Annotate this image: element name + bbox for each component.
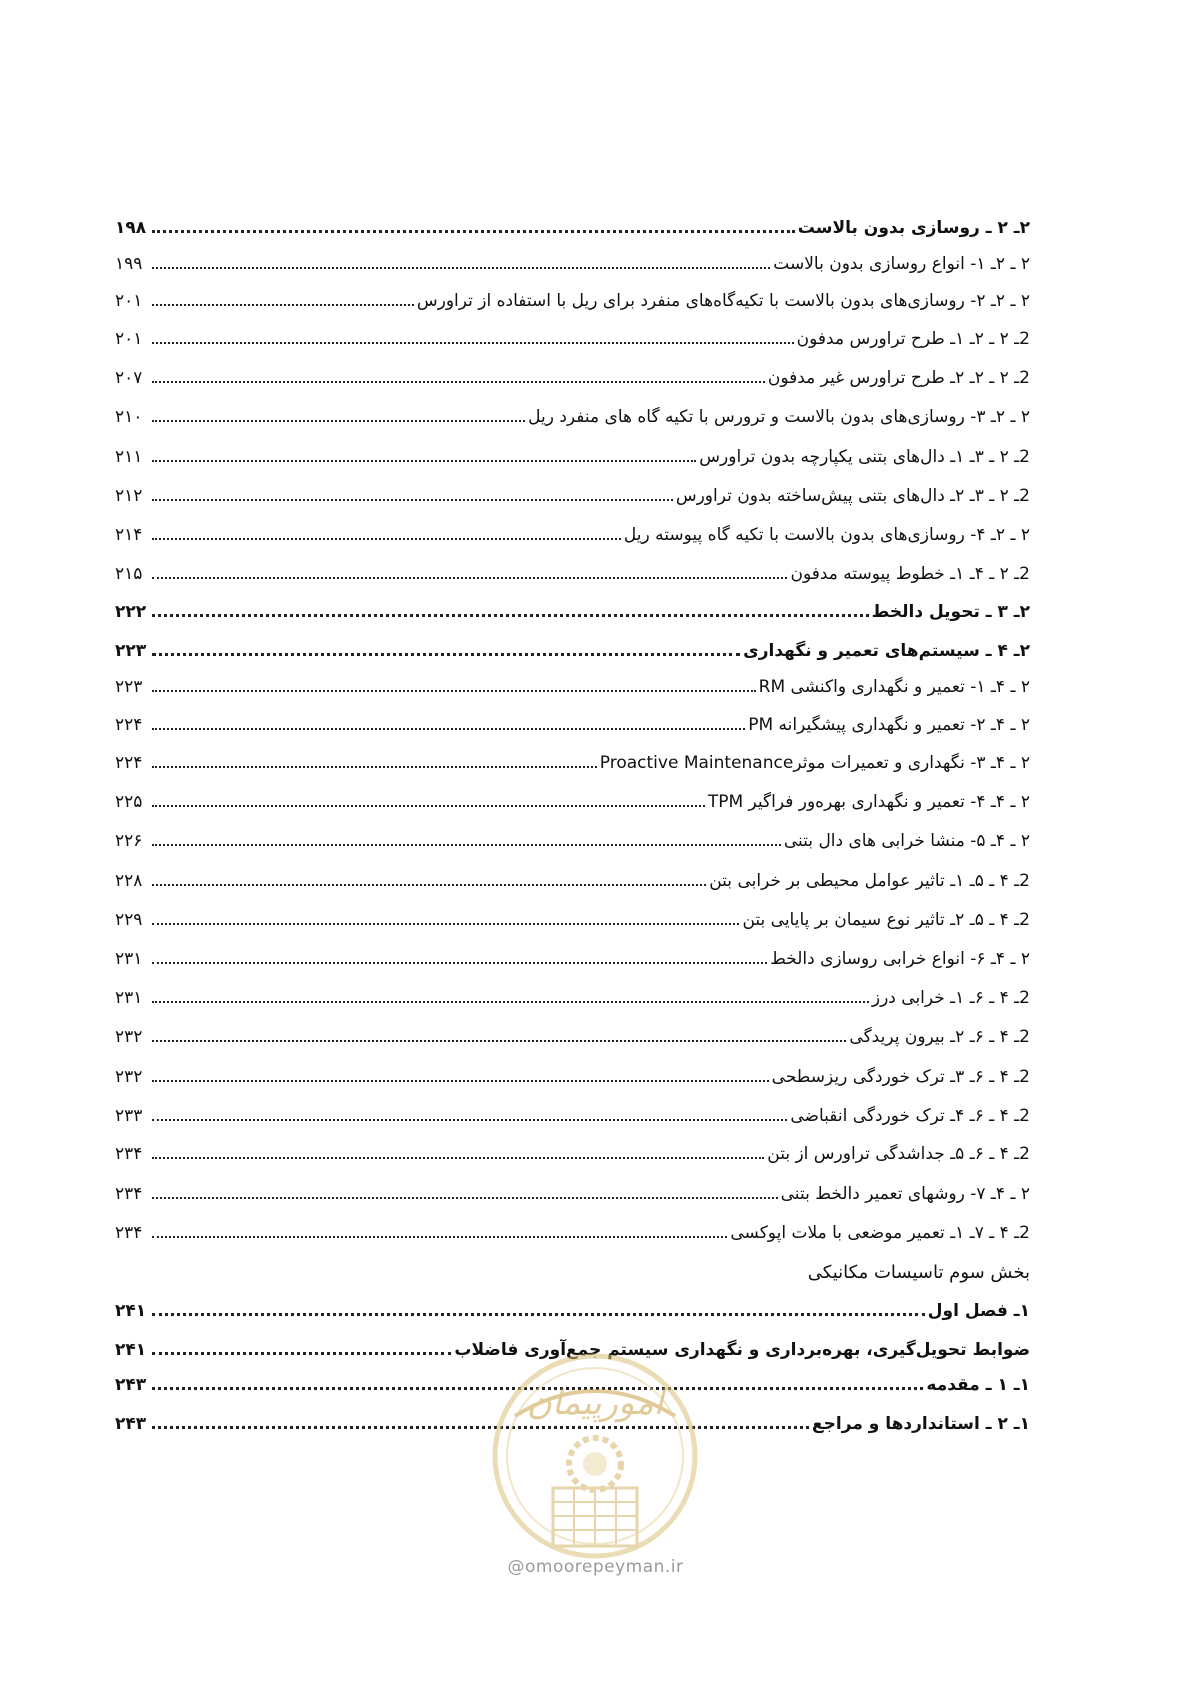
toc-entry-page-number: ۲۲۳ — [115, 677, 143, 697]
watermark-logo-icon — [475, 1346, 715, 1571]
toc-entry-page-number: ۲۴۱ — [115, 1301, 147, 1321]
toc-entry-page-number: ۲۱۲ — [115, 486, 143, 506]
dot-leader — [152, 766, 597, 768]
toc-entry-page-number: ۲۲۵ — [115, 792, 143, 812]
toc-entry-page-number: ۲۳۲ — [115, 1067, 143, 1087]
dot-leader — [152, 304, 414, 306]
svg-text:امورپیمان: امورپیمان — [526, 1383, 664, 1423]
toc-entry-page-number: ۲۴۱ — [115, 1340, 147, 1360]
toc-entry-page-number: ۲۰۷ — [115, 368, 143, 388]
toc-entry — [115, 604, 1030, 621]
toc-entry — [115, 527, 1030, 544]
toc-entry — [115, 256, 1030, 273]
dot-leader — [152, 690, 756, 692]
toc-entry-title: بخش سوم تاسیسات مکانیکی — [807, 1262, 1030, 1283]
toc-entry-page-number: ۲۳۳ — [115, 1106, 143, 1126]
section-heading — [115, 1264, 1030, 1282]
toc-entry-title: ۲ـ ۳ ـ تحویل دالخط — [871, 602, 1030, 622]
toc-entry-page-number: ۲۴۳ — [115, 1414, 147, 1434]
toc-entry-page-number: ۲۳۴ — [115, 1184, 143, 1204]
dot-leader — [152, 381, 765, 383]
dot-leader — [152, 1236, 727, 1238]
toc-entry-page-number: ۲۱۰ — [115, 407, 143, 427]
dot-leader — [152, 614, 869, 617]
dot-leader — [152, 805, 705, 807]
toc-entry-title: 2ـ ۴ ـ ۵ـ ۲ـ تاثیر نوع سیمان بر پایایی بتن — [742, 910, 1030, 930]
dot-leader — [152, 267, 770, 269]
toc-entry-title: ۲ـ ۲ ـ روسازی بدون بالاست — [797, 218, 1030, 238]
dot-leader — [152, 230, 795, 233]
toc-entry — [115, 1029, 1030, 1046]
dot-leader — [152, 884, 706, 886]
dot-leader — [152, 538, 621, 540]
toc-entry-page-number: ۲۱۱ — [115, 447, 143, 467]
toc-entry-title: ۲ ـ ۴ـ ۳- نگهداری و تعمیرات موثرProactive Maintenance — [599, 753, 1030, 773]
dot-leader — [152, 653, 740, 656]
toc-entry-title: ۲ ـ ۴ـ ۲- تعمیر و نگهداری پیشگیرانه PM — [748, 715, 1030, 735]
toc-entry-title: 2ـ ۲ ـ ۲ـ ۲ـ طرح تراورس غیر مدفون — [767, 368, 1030, 388]
toc-entry — [115, 717, 1030, 734]
dot-leader — [152, 1119, 787, 1121]
toc-entry-title: 2ـ ۲ ـ ۲ـ ۱ـ طرح تراورس مدفون — [796, 329, 1030, 349]
toc-entry-title: ۲ ـ ۲ـ ۱- انواع روسازی بدون بالاست — [773, 254, 1030, 274]
toc-entry-page-number: ۲۳۴ — [115, 1144, 143, 1164]
toc-entry-title: 2ـ ۲ ـ ۳ـ ۲ـ دال‌های بتنی پیش‌ساخته بدون تراورس — [675, 486, 1030, 506]
dot-leader — [152, 1197, 778, 1199]
toc-entry-title: 2ـ ۴ ـ ۶ـ ۴ـ ترک خوردگی انقباضی — [790, 1106, 1030, 1126]
toc-entry-page-number: ۲۱۴ — [115, 525, 143, 545]
toc-entry-page-number: ۲۲۴ — [115, 753, 143, 773]
toc-entry — [115, 755, 1030, 772]
toc-entry-page-number: ۲۰۱ — [115, 291, 143, 311]
toc-entry — [115, 1225, 1030, 1242]
toc-entry-title: 2ـ ۴ ـ ۶ـ ۵ـ جداشدگی تراورس از بتن — [767, 1144, 1030, 1164]
toc-entry — [115, 449, 1030, 466]
toc-entry-page-number: ۲۲۶ — [115, 831, 143, 851]
toc-entry-title: ۲ ـ ۴ـ ۵- منشا خرابی های دال بتنی — [783, 831, 1030, 851]
toc-entry-title: 2ـ ۴ ـ ۶ـ ۳ـ ترک خوردگی ریزسطحی — [771, 1067, 1030, 1087]
dot-leader — [152, 1040, 846, 1042]
toc-entry-title: ۲ ـ ۲ـ ۴- روسازی‌های بدون بالاست با تکیه گاه پیوسته ریل — [623, 525, 1030, 545]
toc-entry-title: ضوابط تحویل‌گیری، بهره‌برداری و نگهداری سیستم جمع‌آوری فاضلاب — [454, 1340, 1030, 1360]
toc-entry — [115, 643, 1030, 660]
toc-entry-page-number: ۲۲۴ — [115, 715, 143, 735]
toc-entry-title: ۲ ـ ۴ـ ۴- تعمیر و نگهداری بهره‌ور فراگیر TPM — [707, 792, 1030, 812]
dot-leader — [152, 1352, 451, 1355]
dot-leader — [152, 1001, 869, 1003]
toc-entry-page-number: ۲۳۱ — [115, 949, 143, 969]
toc-entry-title: 2ـ ۴ ـ ۵ـ ۱ـ تاثیر عوامل محیطی بر خرابی بتن — [709, 871, 1030, 891]
toc-entry-title: ۲ ـ ۴ـ ۷- روشهای تعمیر دالخط بتنی — [780, 1184, 1030, 1204]
toc-entry-page-number: ۲۴۳ — [115, 1375, 147, 1395]
toc-entry-title: ۲ ـ ۴ـ ۱- تعمیر و نگهداری واکنشی RM — [758, 677, 1030, 697]
toc-entry — [115, 370, 1030, 387]
dot-leader — [152, 460, 696, 462]
toc-entry-page-number: ۲۲۸ — [115, 871, 143, 891]
toc-entry — [115, 1303, 1030, 1320]
toc-entry-title: 2ـ ۲ ـ ۳ـ ۱ـ دال‌های بتنی یکپارچه بدون تراورس — [699, 447, 1030, 467]
toc-entry — [115, 1069, 1030, 1086]
toc-entry — [115, 293, 1030, 310]
toc-entry — [115, 488, 1030, 505]
toc-entry — [115, 1146, 1030, 1163]
toc-entry-page-number: ۲۲۲ — [115, 602, 147, 622]
toc-entry — [115, 220, 1030, 237]
toc-entry — [115, 990, 1030, 1007]
toc-entry-title: 2ـ ۲ ـ ۴ـ ۱ـ خطوط پیوسته مدفون — [790, 564, 1030, 584]
toc-entry-title: ۲ ـ ۲ـ ۳- روسازی‌های بدون بالاست و ترورس با تکیه گاه های منفرد ریل — [528, 407, 1030, 427]
toc-entry — [115, 679, 1030, 696]
toc-entry — [115, 409, 1030, 426]
toc-entry — [115, 833, 1030, 850]
toc-entry-page-number: ۲۲۹ — [115, 910, 143, 930]
dot-leader — [152, 1080, 769, 1082]
dot-leader — [152, 342, 794, 344]
toc-entry-title: ۱ـ فصل اول — [927, 1301, 1030, 1321]
toc-entry-page-number: ۲۳۲ — [115, 1027, 143, 1047]
toc-entry — [115, 912, 1030, 929]
toc-entry-page-number: ۲۰۱ — [115, 329, 143, 349]
dot-leader — [152, 962, 767, 964]
toc-entry-title: 2ـ ۴ ـ ۶ـ ۱ـ خرابی درز — [871, 988, 1030, 1008]
toc-entry-title: ۱ـ ۱ ـ مقدمه — [926, 1375, 1030, 1395]
dot-leader — [152, 923, 739, 925]
toc-entry — [115, 1108, 1030, 1125]
toc-entry-title: ۲ـ ۴ ـ سیستم‌های تعمیر و نگهداری — [743, 641, 1030, 661]
dot-leader — [152, 1313, 925, 1316]
toc-entry-page-number: ۱۹۸ — [115, 218, 147, 238]
watermark-site-text: @omoorepeyman.ir — [507, 1557, 684, 1577]
dot-leader — [152, 1157, 764, 1159]
toc-entry-title: ۲ ـ ۲ـ ۲- روسازی‌های بدون بالاست با تکیه‌گاه‌های منفرد برای ریل با استفاده از تراورس — [416, 291, 1030, 311]
toc-entry-page-number: ۲۲۳ — [115, 641, 147, 661]
toc-entry-title: 2ـ ۴ ـ ۶ـ ۲ـ بیرون پریدگی — [849, 1027, 1030, 1047]
toc-entry — [115, 566, 1030, 583]
toc-entry — [115, 873, 1030, 890]
dot-leader — [152, 844, 781, 846]
dot-leader — [152, 728, 745, 730]
toc-entry-title: 2ـ ۴ ـ ۷ـ ۱ـ تعمیر موضعی با ملات اپوکسی — [730, 1223, 1030, 1243]
toc-entry-page-number: ۲۳۴ — [115, 1223, 143, 1243]
toc-entry-title: ۱ـ ۲ ـ استانداردها و مراجع — [812, 1414, 1030, 1434]
toc-entry — [115, 331, 1030, 348]
toc-entry-page-number: ۲۱۵ — [115, 564, 143, 584]
toc-entry-page-number: ۲۳۱ — [115, 988, 143, 1008]
dot-leader — [152, 499, 673, 501]
toc-entry — [115, 794, 1030, 811]
toc-entry-title: ۲ ـ ۴ـ ۶- انواع خرابی روسازی دالخط — [770, 949, 1030, 969]
toc-entry — [115, 951, 1030, 968]
dot-leader — [152, 420, 525, 422]
dot-leader — [152, 577, 787, 579]
toc-entry — [115, 1186, 1030, 1203]
toc-entry-page-number: ۱۹۹ — [115, 254, 143, 274]
